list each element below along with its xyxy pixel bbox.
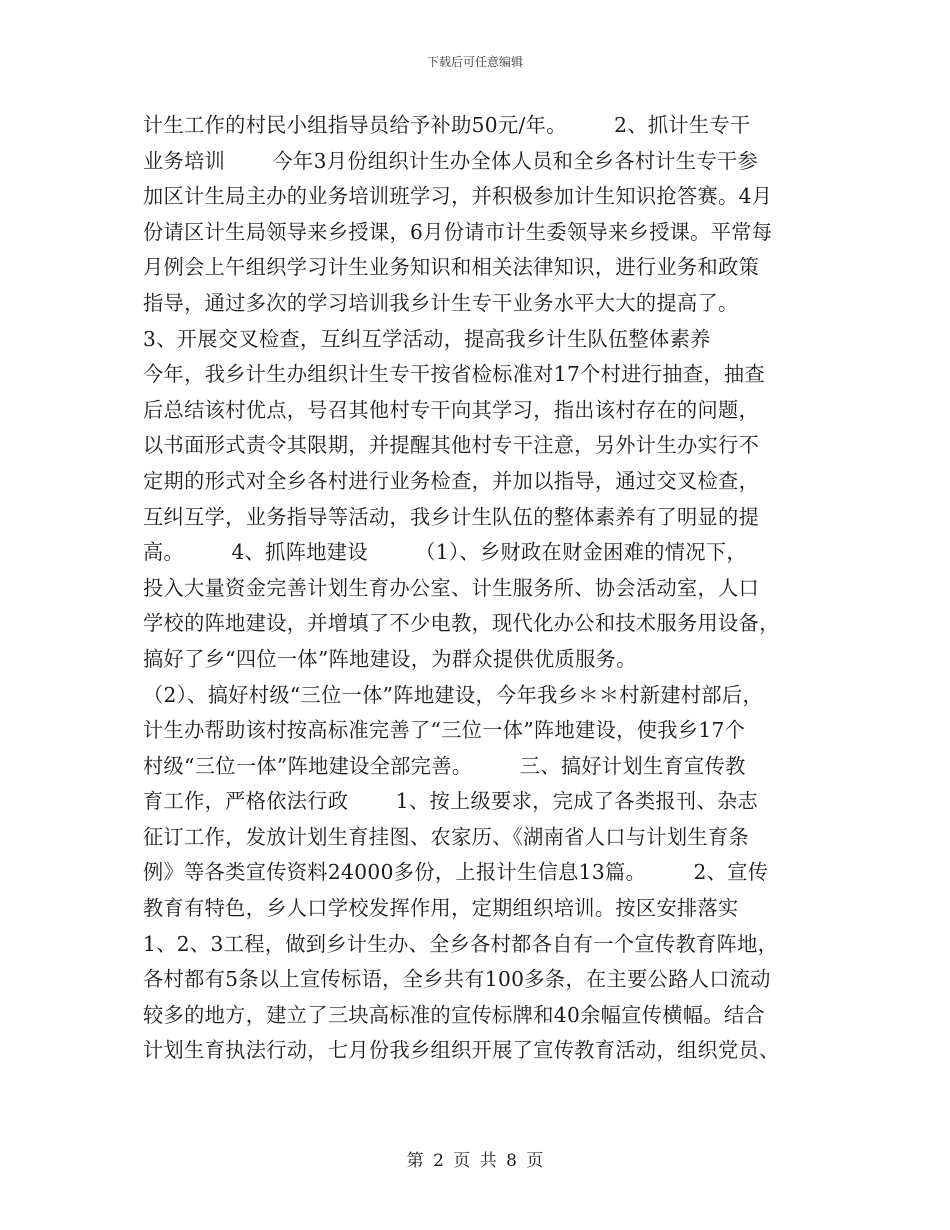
text-line: 例》等各类宣传资料24000多份，上报计生信息13篇。 2、宣传 <box>143 860 769 885</box>
text-line: 学校的阵地建设，并增填了不少电教，现代化办公和技术服务用设备， <box>143 611 780 636</box>
page-header: 下载后可任意编辑 <box>426 55 523 69</box>
text-line: 教育有特色，乡人口学校发挥作用，定期组织培训。按区安排落实 <box>143 896 739 921</box>
text-line: 1、2、3工程，做到乡计生办、全乡各村都各自有一个宣传教育阵地， <box>143 931 779 956</box>
text-line: 业务培训 今年3月份组织计生办全体人员和全乡各村计生专干参 <box>143 148 759 173</box>
text-line: 征订工作，发放计划生育挂图、农家历、《湖南省人口与计划生育条 <box>143 824 750 849</box>
text-line: 3、开展交叉检查，互纠互学活动，提高我乡计生队伍整体素养 <box>143 326 711 351</box>
text-line: 以书面形式责令其限期，并提醒其他村专干注意，另外计生办实行不 <box>143 433 760 458</box>
text-line: 投入大量资金完善计划生育办公室、计生服务所、协会活动室，人口 <box>143 575 760 600</box>
text-line: 各村都有5条以上宣传标语，全乡共有100多条，在主要公路人口流动 <box>143 967 771 992</box>
text-line: 定期的形式对全乡各村进行业务检查，并加以指导，通过交叉检查， <box>143 468 760 493</box>
text-line: 计生工作的村民小组指导员给予补助50元/年。 2、抓计生专干 <box>143 113 751 137</box>
text-line: 月例会上午组织学习计生业务知识和相关法律知识，进行业务和政策 <box>143 255 760 280</box>
text-line: 村级“三位一体”阵地建设全部完善。 三、搞好计划生育宣传教 <box>143 753 746 778</box>
text-line: 后总结该村优点，号召其他村专干向其学习，指出该村存在的问题， <box>143 397 760 422</box>
text-line: 今年，我乡计生办组织计生专干按省检标准对17个村进行抽查，抽查 <box>143 362 765 387</box>
text-line: 加区计生局主办的业务培训班学习，并积极参加计生知识抢答赛。4月 <box>143 184 773 209</box>
text-line: 较多的地方，建立了三块高标准的宣传标牌和40余幅宣传横幅。结合 <box>143 1002 765 1027</box>
text-line: （2）、搞好村级“三位一体”阵地建设，今年我乡＊＊村新建村部后， <box>143 682 764 707</box>
text-line: 计划生育执法行动，七月份我乡组织开展了宣传教育活动，组织党员、 <box>143 1038 780 1063</box>
text-line: 计生办帮助该村按高标准完善了“三位一体”阵地建设，使我乡17个 <box>143 718 746 743</box>
text-line: 份请区计生局领导来乡授课，6月份请市计生委领导来乡授课。平常每 <box>143 219 773 244</box>
text-line: 育工作，严格依法行政 1、按上级要求，完成了各类报刊、杂志 <box>143 789 759 814</box>
text-line: 指导，通过多次的学习培训我乡计生专干业务水平大大的提高了。 <box>143 290 739 315</box>
page-number-footer: 第 2 页 共 8 页 <box>406 1151 544 1171</box>
document-body <box>143 108 823 1069</box>
text-line: 高。 4、抓阵地建设 （1）、乡财政在财金困难的情况下， <box>143 540 747 565</box>
text-line: 互纠互学，业务指导等活动，我乡计生队伍的整体素养有了明显的提 <box>143 504 760 529</box>
text-line: 搞好了乡“四位一体”阵地建设，为群众提供优质服务。 <box>143 646 637 671</box>
